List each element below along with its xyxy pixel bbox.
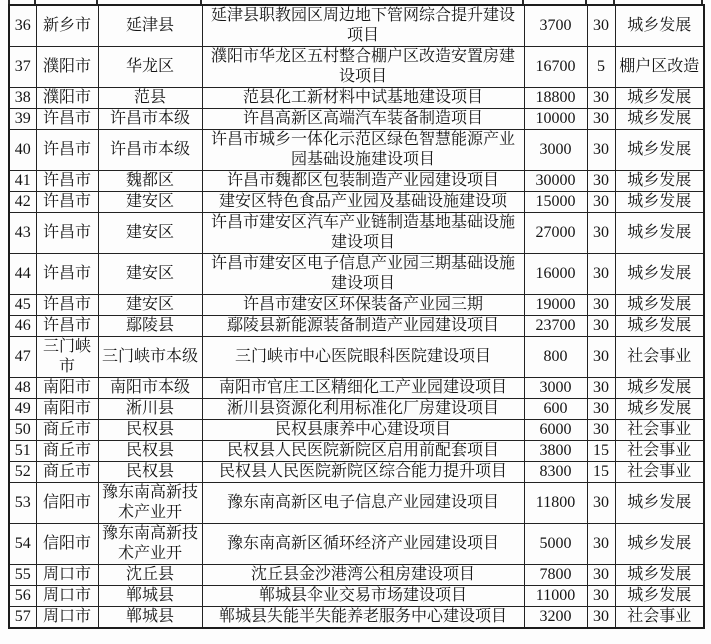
cell-city: 濮阳市 — [36, 88, 98, 109]
cell-term: 15 — [587, 462, 615, 483]
cell-category: 城乡发展 — [615, 88, 704, 109]
table-row — [9, 378, 704, 399]
cell-category: 城乡发展 — [615, 130, 704, 171]
cell-category: 城乡发展 — [615, 109, 704, 130]
cell-project-name: 三门峡市中心医院眼科医院建设项目 — [202, 337, 524, 378]
cell-county-district: 三门峡市本级 — [98, 337, 202, 378]
cell-category: 社会事业 — [615, 462, 704, 483]
cell-county-district: 建安区 — [98, 213, 202, 254]
table-row — [9, 483, 704, 524]
table-row — [9, 399, 704, 420]
cell-amount: 6000 — [524, 420, 587, 441]
cell-amount: 8300 — [524, 462, 587, 483]
table-row — [9, 524, 704, 565]
table-row — [9, 192, 704, 213]
cell-project-name: 民权县人民医院新院区综合能力提升项目 — [202, 462, 524, 483]
cell-city: 许昌市 — [36, 254, 98, 295]
cell-amount: 3200 — [524, 607, 587, 629]
cell-category: 城乡发展 — [615, 586, 704, 607]
table-row — [9, 171, 704, 192]
cell-term: 30 — [587, 192, 615, 213]
cell-city: 濮阳市 — [36, 47, 98, 88]
cell-project-name: 范县化工新材料中试基地建设项目 — [202, 88, 524, 109]
cell-amount: 3800 — [524, 441, 587, 462]
cell-term: 30 — [587, 483, 615, 524]
cell-term: 30 — [587, 88, 615, 109]
cell-project-name: 沈丘县金沙港湾公租房建设项目 — [202, 565, 524, 586]
table-row — [9, 5, 704, 47]
cell-project-name: 民权县人民医院新院区启用前配套项目 — [202, 441, 524, 462]
table-row — [9, 420, 704, 441]
cell-county-district: 许昌市本级 — [98, 130, 202, 171]
table-row — [9, 254, 704, 295]
cell-serial-number: 41 — [9, 171, 36, 192]
cell-city: 周口市 — [36, 607, 98, 629]
cell-county-district: 豫东南高新技术产业开 — [98, 483, 202, 524]
cell-category: 社会事业 — [615, 607, 704, 629]
cell-county-district: 建安区 — [98, 295, 202, 316]
cell-project-name: 许昌市建安区电子信息产业园三期基础设施建设项目 — [202, 254, 524, 295]
cell-county-district: 建安区 — [98, 192, 202, 213]
cell-term: 30 — [587, 420, 615, 441]
cell-amount: 23700 — [524, 316, 587, 337]
cell-county-district: 民权县 — [98, 441, 202, 462]
cell-city: 商丘市 — [36, 420, 98, 441]
cell-city: 商丘市 — [36, 441, 98, 462]
table-row — [9, 295, 704, 316]
cell-category: 棚户区改造 — [615, 47, 704, 88]
cell-category: 城乡发展 — [615, 254, 704, 295]
cell-amount: 18800 — [524, 88, 587, 109]
cell-county-district: 郸城县 — [98, 586, 202, 607]
cell-category: 社会事业 — [615, 441, 704, 462]
cell-city: 新乡市 — [36, 5, 98, 47]
cell-project-name: 民权县康养中心建设项目 — [202, 420, 524, 441]
cell-term: 30 — [587, 337, 615, 378]
cell-project-name: 许昌市城乡一体化示范区绿色智慧能源产业园基础设施建设项目 — [202, 130, 524, 171]
cell-amount: 800 — [524, 337, 587, 378]
table-row — [9, 586, 704, 607]
cell-serial-number: 37 — [9, 47, 36, 88]
cell-amount: 11800 — [524, 483, 587, 524]
table-row — [9, 441, 704, 462]
cell-amount: 15000 — [524, 192, 587, 213]
cell-serial-number: 54 — [9, 524, 36, 565]
cell-amount: 600 — [524, 399, 587, 420]
cell-serial-number: 39 — [9, 109, 36, 130]
cell-serial-number: 47 — [9, 337, 36, 378]
cell-serial-number: 51 — [9, 441, 36, 462]
cell-serial-number: 52 — [9, 462, 36, 483]
cell-serial-number: 48 — [9, 378, 36, 399]
cell-serial-number: 57 — [9, 607, 36, 629]
cell-amount: 11000 — [524, 586, 587, 607]
cell-project-name: 许昌市魏都区包装制造产业园建设项目 — [202, 171, 524, 192]
cell-project-name: 许昌市建安区环保装备产业园三期 — [202, 295, 524, 316]
cell-county-district: 鄢陵县 — [98, 316, 202, 337]
cell-category: 城乡发展 — [615, 483, 704, 524]
cell-project-name: 南阳市官庄工区精细化工产业园建设项目 — [202, 378, 524, 399]
cell-project-name: 延津县职教园区周边地下管网综合提升建设项目 — [202, 5, 524, 47]
cell-category: 城乡发展 — [615, 5, 704, 47]
cell-serial-number: 44 — [9, 254, 36, 295]
cell-city: 南阳市 — [36, 399, 98, 420]
cell-county-district: 沈丘县 — [98, 565, 202, 586]
cell-serial-number: 49 — [9, 399, 36, 420]
cell-county-district: 华龙区 — [98, 47, 202, 88]
cell-category: 城乡发展 — [615, 171, 704, 192]
cell-term: 30 — [587, 586, 615, 607]
cell-amount: 5000 — [524, 524, 587, 565]
cell-county-district: 南阳市本级 — [98, 378, 202, 399]
table-row — [9, 565, 704, 586]
cell-term: 30 — [587, 171, 615, 192]
cell-county-district: 延津县 — [98, 5, 202, 47]
cell-city: 信阳市 — [36, 524, 98, 565]
cell-city: 许昌市 — [36, 171, 98, 192]
cell-term: 30 — [587, 295, 615, 316]
cell-category: 城乡发展 — [615, 565, 704, 586]
table-row — [9, 130, 704, 171]
cell-county-district: 民权县 — [98, 462, 202, 483]
cell-project-name: 豫东南高新区电子信息产业园建设项目 — [202, 483, 524, 524]
cell-amount: 7800 — [524, 565, 587, 586]
cell-city: 南阳市 — [36, 378, 98, 399]
table-row — [9, 47, 704, 88]
table-row — [9, 607, 704, 629]
cell-project-name: 许昌市建安区汽车产业链制造基地基础设施建设项目 — [202, 213, 524, 254]
cell-term: 30 — [587, 130, 615, 171]
cell-term: 30 — [587, 254, 615, 295]
cell-serial-number: 56 — [9, 586, 36, 607]
cell-serial-number: 55 — [9, 565, 36, 586]
cell-amount: 27000 — [524, 213, 587, 254]
table-row — [9, 213, 704, 254]
cell-amount: 16700 — [524, 47, 587, 88]
cell-city: 信阳市 — [36, 483, 98, 524]
cell-county-district: 范县 — [98, 88, 202, 109]
cell-project-name: 鄢陵县新能源装备制造产业园建设项目 — [202, 316, 524, 337]
cell-category: 城乡发展 — [615, 192, 704, 213]
cell-county-district: 淅川县 — [98, 399, 202, 420]
cell-category: 社会事业 — [615, 420, 704, 441]
cell-project-name: 郸城县失能半失能养老服务中心建设项目 — [202, 607, 524, 629]
cell-term: 30 — [587, 565, 615, 586]
cell-serial-number: 38 — [9, 88, 36, 109]
cell-category: 城乡发展 — [615, 524, 704, 565]
cell-category: 城乡发展 — [615, 399, 704, 420]
cell-amount: 16000 — [524, 254, 587, 295]
table-row — [9, 337, 704, 378]
cell-amount: 10000 — [524, 109, 587, 130]
cell-category: 城乡发展 — [615, 295, 704, 316]
cell-city: 三门峡市 — [36, 337, 98, 378]
cell-city: 许昌市 — [36, 192, 98, 213]
cell-term: 30 — [587, 5, 615, 47]
cell-term: 30 — [587, 213, 615, 254]
cell-project-name: 豫东南高新区循环经济产业园建设项目 — [202, 524, 524, 565]
cell-city: 周口市 — [36, 586, 98, 607]
table-row — [9, 462, 704, 483]
cell-county-district: 民权县 — [98, 420, 202, 441]
cell-amount: 3000 — [524, 378, 587, 399]
cell-county-district: 郸城县 — [98, 607, 202, 629]
cell-city: 许昌市 — [36, 213, 98, 254]
cell-category: 城乡发展 — [615, 378, 704, 399]
cell-term: 30 — [587, 316, 615, 337]
cell-project-name: 建安区特色食品产业园及基础设施建设项 — [202, 192, 524, 213]
cell-amount: 3700 — [524, 5, 587, 47]
cell-term: 30 — [587, 109, 615, 130]
cell-category: 城乡发展 — [615, 316, 704, 337]
table-row — [9, 109, 704, 130]
cell-city: 周口市 — [36, 565, 98, 586]
cell-city: 许昌市 — [36, 109, 98, 130]
cell-amount: 19000 — [524, 295, 587, 316]
cell-serial-number: 53 — [9, 483, 36, 524]
cell-project-name: 郸城县伞业交易市场建设项目 — [202, 586, 524, 607]
cell-county-district: 魏都区 — [98, 171, 202, 192]
cell-category: 城乡发展 — [615, 213, 704, 254]
cell-term: 30 — [587, 378, 615, 399]
cell-city: 许昌市 — [36, 316, 98, 337]
cell-term: 15 — [587, 441, 615, 462]
cell-term: 30 — [587, 607, 615, 629]
cell-county-district: 豫东南高新技术产业开 — [98, 524, 202, 565]
cell-county-district: 建安区 — [98, 254, 202, 295]
cell-amount: 30000 — [524, 171, 587, 192]
cell-city: 许昌市 — [36, 295, 98, 316]
projects-table-body — [9, 5, 704, 628]
cell-term: 30 — [587, 399, 615, 420]
projects-table — [8, 4, 705, 629]
cell-city: 许昌市 — [36, 130, 98, 171]
cell-term: 5 — [587, 47, 615, 88]
cell-serial-number: 40 — [9, 130, 36, 171]
cell-project-name: 淅川县资源化利用标准化厂房建设项目 — [202, 399, 524, 420]
cell-serial-number: 50 — [9, 420, 36, 441]
cell-serial-number: 42 — [9, 192, 36, 213]
cell-serial-number: 36 — [9, 5, 36, 47]
cell-county-district: 许昌市本级 — [98, 109, 202, 130]
cell-term: 30 — [587, 524, 615, 565]
cell-serial-number: 46 — [9, 316, 36, 337]
table-row — [9, 88, 704, 109]
cell-category: 社会事业 — [615, 337, 704, 378]
cell-city: 商丘市 — [36, 462, 98, 483]
cell-serial-number: 43 — [9, 213, 36, 254]
cell-amount: 3000 — [524, 130, 587, 171]
table-row — [9, 316, 704, 337]
cell-project-name: 许昌高新区高端汽车装备制造项目 — [202, 109, 524, 130]
cell-serial-number: 45 — [9, 295, 36, 316]
cell-project-name: 濮阳市华龙区五村整合棚户区改造安置房建设项目 — [202, 47, 524, 88]
